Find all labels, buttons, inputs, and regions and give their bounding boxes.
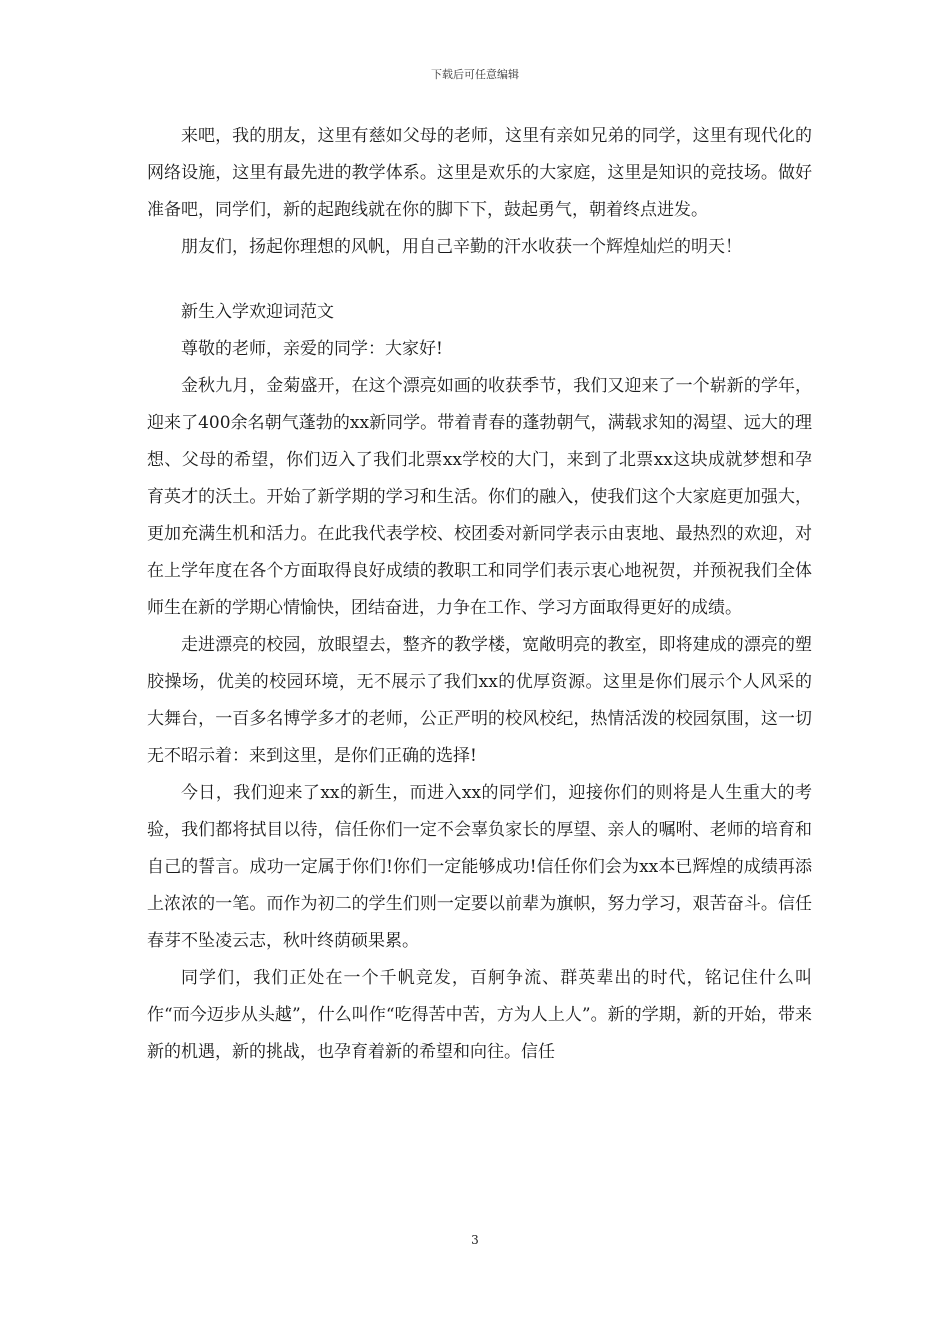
salutation: 尊敬的老师，亲爱的同学：大家好!	[181, 339, 443, 359]
paragraph-welcome: 金秋九月，金菊盛开，在这个漂亮如画的收获季节，我们又迎来了一个崭新的学年，迎来了400余名朝气蓬勃的xx新同学。带着青春的蓬勃朝气，满载求知的渴望、远大的理想、父母的希望，你们迈入了我们北票xx学校的大门，来到了北票xx这块成就梦想和孕育英才的沃土。开始了新学期的学习和生活。你们的融入，使我们这个大家庭更加强大，更加充满生机和活力。在此我代表学校、校团委对新同学表示由衷地、最热烈的欢迎，对在上学年度在各个方面取得良好成绩的教职工和同学们表示衷心地祝贺，并预祝我们全体师生在新的学期心情愉快，团结奋进，力争在工作、学习方面取得更好的成绩。	[147, 376, 812, 618]
document-body	[147, 118, 812, 1071]
page-number: 3	[471, 1233, 479, 1247]
page-header: 下载后可任意编辑	[431, 68, 519, 81]
section-title: 新生入学欢迎词范文	[181, 302, 334, 322]
paragraph-closing-wish: 朋友们，扬起你理想的风帆，用自己辛勤的汗水收获一个辉煌灿烂的明天！	[181, 237, 742, 257]
paragraph-new-era: 同学们，我们正处在一个千帆竞发，百舸争流、群英辈出的时代，铭记住什么叫作“而今迈步从头越”，什么叫作“吃得苦中苦，方为人上人”。新的学期，新的开始，带来新的机遇，新的挑战，也孕育着新的希望和向往。信任	[147, 968, 812, 1062]
paragraph-new-students: 今日，我们迎来了xx的新生，而进入xx的同学们，迎接你们的则将是人生重大的考验，我们都将拭目以待，信任你们一定不会辜负家长的厚望、亲人的嘱咐、老师的培育和自己的誓言。成功一定属于你们!你们一定能够成功!信任你们会为xx本已辉煌的成绩再添上浓浓的一笔。而作为初二的学生们则一定要以前辈为旗帜，努力学习，艰苦奋斗。信任春芽不坠凌云志，秋叶终荫硕果累。	[147, 783, 812, 951]
paragraph-closing-invitation: 来吧，我的朋友，这里有慈如父母的老师，这里有亲如兄弟的同学，这里有现代化的网络设施，这里有最先进的教学体系。这里是欢乐的大家庭，这里是知识的竞技场。做好准备吧，同学们，新的起跑线就在你的脚下下，鼓起勇气，朝着终点进发。	[147, 126, 812, 220]
paragraph-campus: 走进漂亮的校园，放眼望去，整齐的教学楼，宽敞明亮的教室，即将建成的漂亮的塑胶操场，优美的校园环境，无不展示了我们xx的优厚资源。这里是你们展示个人风采的大舞台，一百多名博学多才的老师，公正严明的校风校纪，热情活泼的校园氛围，这一切无不昭示着：来到这里，是你们正确的选择!	[147, 635, 812, 766]
